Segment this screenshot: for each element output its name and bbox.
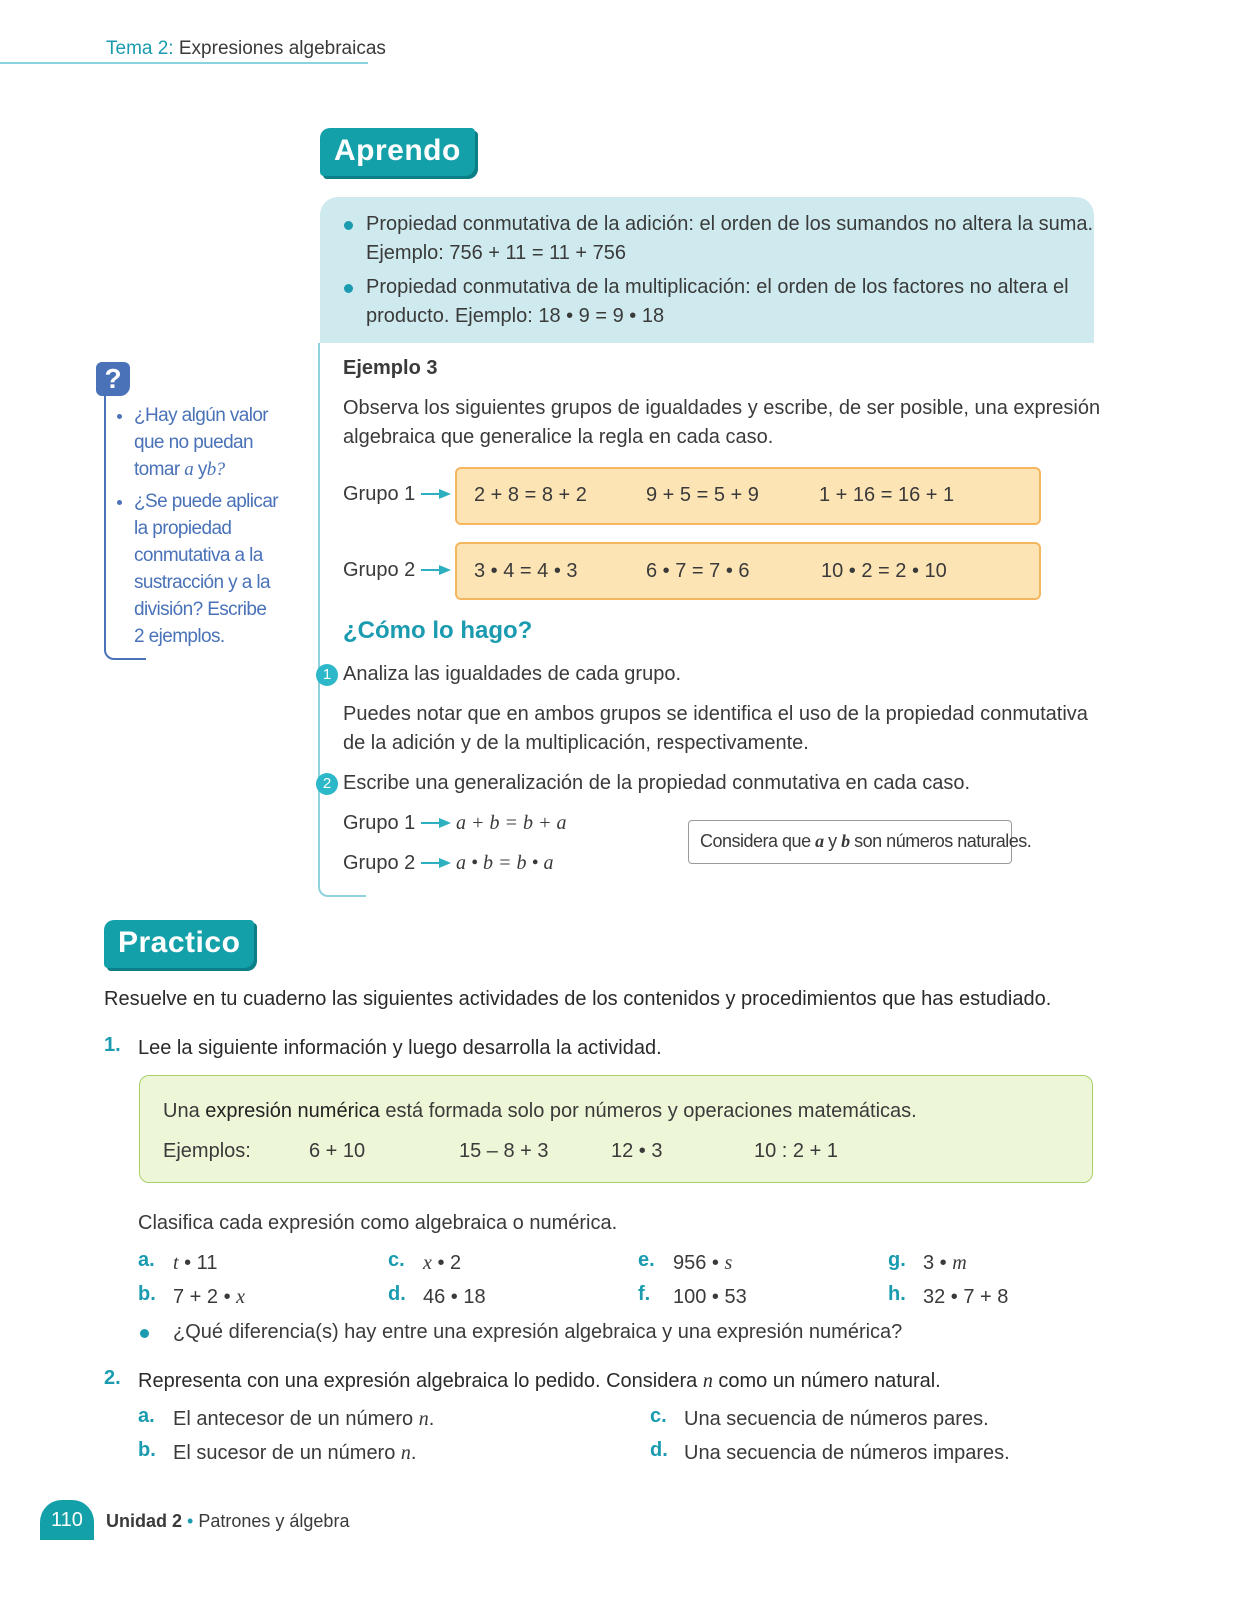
item-g-pre: 3 •: [923, 1252, 953, 1274]
tema-title: Expresiones algebraicas: [178, 38, 386, 59]
example-item: 12 • 3: [611, 1140, 663, 1162]
item-b: [173, 1283, 245, 1312]
side-question-1-text: tomar: [134, 459, 180, 480]
item-f: 100 • 53: [673, 1286, 747, 1308]
arrow-right-icon: [421, 818, 451, 828]
example-item: 15 – 8 + 3: [459, 1140, 549, 1162]
generalization-1-label: Grupo 1: [343, 812, 416, 834]
q2-item-d: Una secuencia de números impares.: [684, 1442, 1010, 1464]
definition-term: expresión numérica: [205, 1100, 380, 1122]
arrow-right-icon: [421, 858, 451, 868]
item-g-var: m: [952, 1252, 967, 1274]
item-label: g.: [888, 1249, 906, 1271]
arrow-right-icon: [421, 489, 451, 499]
q2-item-b-pre: El sucesor de un número: [173, 1442, 396, 1464]
item-label: b.: [138, 1439, 156, 1461]
item-label: e.: [638, 1249, 655, 1271]
q2-item-b-var: n: [400, 1442, 411, 1464]
tema-label: Tema 2:: [106, 38, 174, 59]
item-c-post: • 2: [431, 1252, 462, 1274]
q2-item-a-var: n: [418, 1408, 429, 1430]
example-text: [343, 394, 1100, 452]
bullet-icon: [140, 1329, 149, 1338]
page-number: 110: [40, 1500, 94, 1540]
generalization-2-expression: a • b = b • a: [456, 852, 554, 874]
footer-separator: •: [187, 1511, 194, 1531]
definition-box: [139, 1075, 1093, 1183]
note-var-b: b: [841, 831, 850, 851]
group-2-item: 10 • 2 = 2 • 10: [821, 560, 947, 582]
question-1-text: Lee la siguiente información y luego desarrolla la actividad.: [138, 1037, 662, 1059]
question-2-var: n: [702, 1370, 713, 1392]
bullet-icon: [344, 284, 353, 293]
item-label: f.: [638, 1283, 651, 1305]
header-divider: [0, 62, 368, 64]
step-2-text: Escribe una generalización de la propiedad conmutativa en cada caso.: [343, 772, 971, 794]
item-label: c.: [388, 1249, 405, 1271]
item-a: [173, 1249, 217, 1278]
side-question-2-line: división? Escribe: [134, 599, 267, 620]
footer-unit-label: Unidad 2: [106, 1511, 183, 1531]
question-1-number: 1.: [104, 1034, 121, 1056]
explanation: [343, 700, 1088, 758]
practice-intro: Resuelve en tu cuaderno las siguientes actividades de los contenidos y procedimientos que has estudiado.: [104, 988, 1052, 1010]
note-box: [688, 820, 1032, 864]
property-2-line-2: producto. Ejemplo: 18 • 9 = 9 • 18: [366, 305, 665, 327]
property-1-line-1: Propiedad conmutativa de la adición: el orden de los sumandos no altera la suma.: [366, 213, 1094, 235]
side-question-1: [134, 402, 268, 483]
item-a-post: • 11: [178, 1252, 218, 1274]
item-label: b.: [138, 1283, 156, 1305]
item-c-var: x: [423, 1252, 432, 1274]
item-label: a.: [138, 1249, 155, 1271]
footer-unit-title: Patrones y álgebra: [198, 1511, 350, 1531]
side-question-2-line: conmutativa a la: [134, 545, 263, 566]
definition-pre: Una: [163, 1100, 200, 1122]
property-1: [366, 210, 1093, 268]
bullet-icon: [344, 221, 353, 230]
side-question-1-line: ¿Hay algún valor: [134, 405, 269, 426]
side-question-2-line: ¿Se puede aplicar: [134, 491, 279, 512]
conj-y: y: [197, 459, 207, 480]
bullet-icon: [117, 414, 122, 419]
group-1-label: Grupo 1: [343, 483, 416, 505]
arrow-right-icon: [421, 565, 451, 575]
question-2-post: como un número natural.: [718, 1370, 941, 1392]
question-2-text: [138, 1367, 941, 1396]
item-c: [423, 1249, 461, 1278]
q2-item-a-pre: El antecesor de un número: [173, 1408, 414, 1430]
q2-item-a: [173, 1405, 434, 1434]
side-question-2-line: sustracción y a la: [134, 572, 270, 593]
note-var-a: a: [815, 831, 824, 851]
item-b-var: x: [236, 1286, 246, 1308]
practico-tab: Practico: [104, 920, 254, 968]
question-2-pre: Representa con una expresión algebraica lo pedido. Considera: [138, 1370, 698, 1392]
var-b: b?: [206, 459, 225, 480]
group-2-item: 6 • 7 = 7 • 6: [646, 560, 750, 582]
item-label: d.: [388, 1283, 406, 1305]
definition-text: [163, 1097, 917, 1126]
side-question-1-line: [134, 456, 268, 483]
step-1-number: 1: [316, 664, 338, 686]
how-title: ¿Cómo lo hago?: [343, 617, 533, 644]
q2-item-b: [173, 1439, 416, 1468]
question-icon: ?: [96, 362, 130, 396]
q2-item-b-post: .: [410, 1442, 417, 1464]
item-g: [923, 1249, 967, 1278]
property-2-line-1: Propiedad conmutativa de la multiplicación: el orden de los factores no altera el: [366, 276, 1069, 298]
example-item: 6 + 10: [309, 1140, 366, 1162]
item-e-var: s: [724, 1252, 733, 1274]
side-question-2: [134, 488, 278, 650]
footer-unit: [106, 1511, 349, 1532]
generalization-2-label: Grupo 2: [343, 852, 416, 874]
note-pre: Considera que: [700, 831, 811, 851]
item-label: c.: [650, 1405, 667, 1427]
explanation-line-2: de la adición y de la multiplicación, respectivamente.: [343, 732, 809, 754]
group-1-item: 2 + 8 = 8 + 2: [474, 484, 587, 506]
generalization-1-expression: a + b = b + a: [456, 812, 567, 834]
note-y: y: [828, 831, 837, 851]
side-question-2-line: 2 ejemplos.: [134, 626, 225, 647]
item-e-pre: 956 •: [673, 1252, 725, 1274]
example-text-line-2: algebraica que generalice la regla en cada caso.: [343, 426, 774, 448]
explanation-line-1: Puedes notar que en ambos grupos se identifica el uso de la propiedad conmutativa: [343, 703, 1088, 725]
q2-item-c: Una secuencia de números pares.: [684, 1408, 989, 1430]
step-2-number: 2: [316, 773, 338, 795]
q2-item-a-post: .: [428, 1408, 435, 1430]
item-h: 32 • 7 + 8: [923, 1286, 1009, 1308]
examples-label: Ejemplos:: [163, 1140, 251, 1162]
item-label: h.: [888, 1283, 906, 1305]
property-2: [366, 273, 1069, 331]
side-question-2-line: la propiedad: [134, 518, 232, 539]
question-2-number: 2.: [104, 1367, 121, 1389]
var-a: a: [184, 459, 194, 480]
item-label: a.: [138, 1405, 155, 1427]
example-title: Ejemplo 3: [343, 357, 438, 379]
item-a-var: t: [173, 1252, 179, 1274]
item-b-pre: 7 + 2 •: [173, 1286, 237, 1308]
bullet-icon: [117, 500, 122, 505]
item-d: 46 • 18: [423, 1286, 486, 1308]
definition-post: está formada solo por números y operaciones matemáticas.: [385, 1100, 917, 1122]
example-item: 10 : 2 + 1: [754, 1140, 838, 1162]
note-text: [700, 831, 1031, 852]
item-label: d.: [650, 1439, 668, 1461]
page-header: [106, 38, 386, 60]
note-post: son números naturales.: [854, 831, 1032, 851]
aprendo-tab: Aprendo: [320, 128, 475, 176]
side-question-1-line: que no puedan: [134, 432, 253, 453]
example-text-line-1: Observa los siguientes grupos de igualdades y escribe, de ser posible, una expresión: [343, 397, 1101, 419]
classify-instruction: Clasifica cada expresión como algebraica o numérica.: [138, 1212, 618, 1234]
group-2-item: 3 • 4 = 4 • 3: [474, 560, 578, 582]
group-1-item: 1 + 16 = 16 + 1: [819, 484, 955, 506]
item-e: [673, 1249, 732, 1278]
property-1-line-2: Ejemplo: 756 + 11 = 11 + 756: [366, 242, 627, 264]
step-1-text: Analiza las igualdades de cada grupo.: [343, 663, 682, 685]
difference-question: ¿Qué diferencia(s) hay entre una expresión algebraica y una expresión numérica?: [173, 1321, 903, 1343]
group-2-label: Grupo 2: [343, 559, 416, 581]
group-1-item: 9 + 5 = 5 + 9: [646, 484, 759, 506]
